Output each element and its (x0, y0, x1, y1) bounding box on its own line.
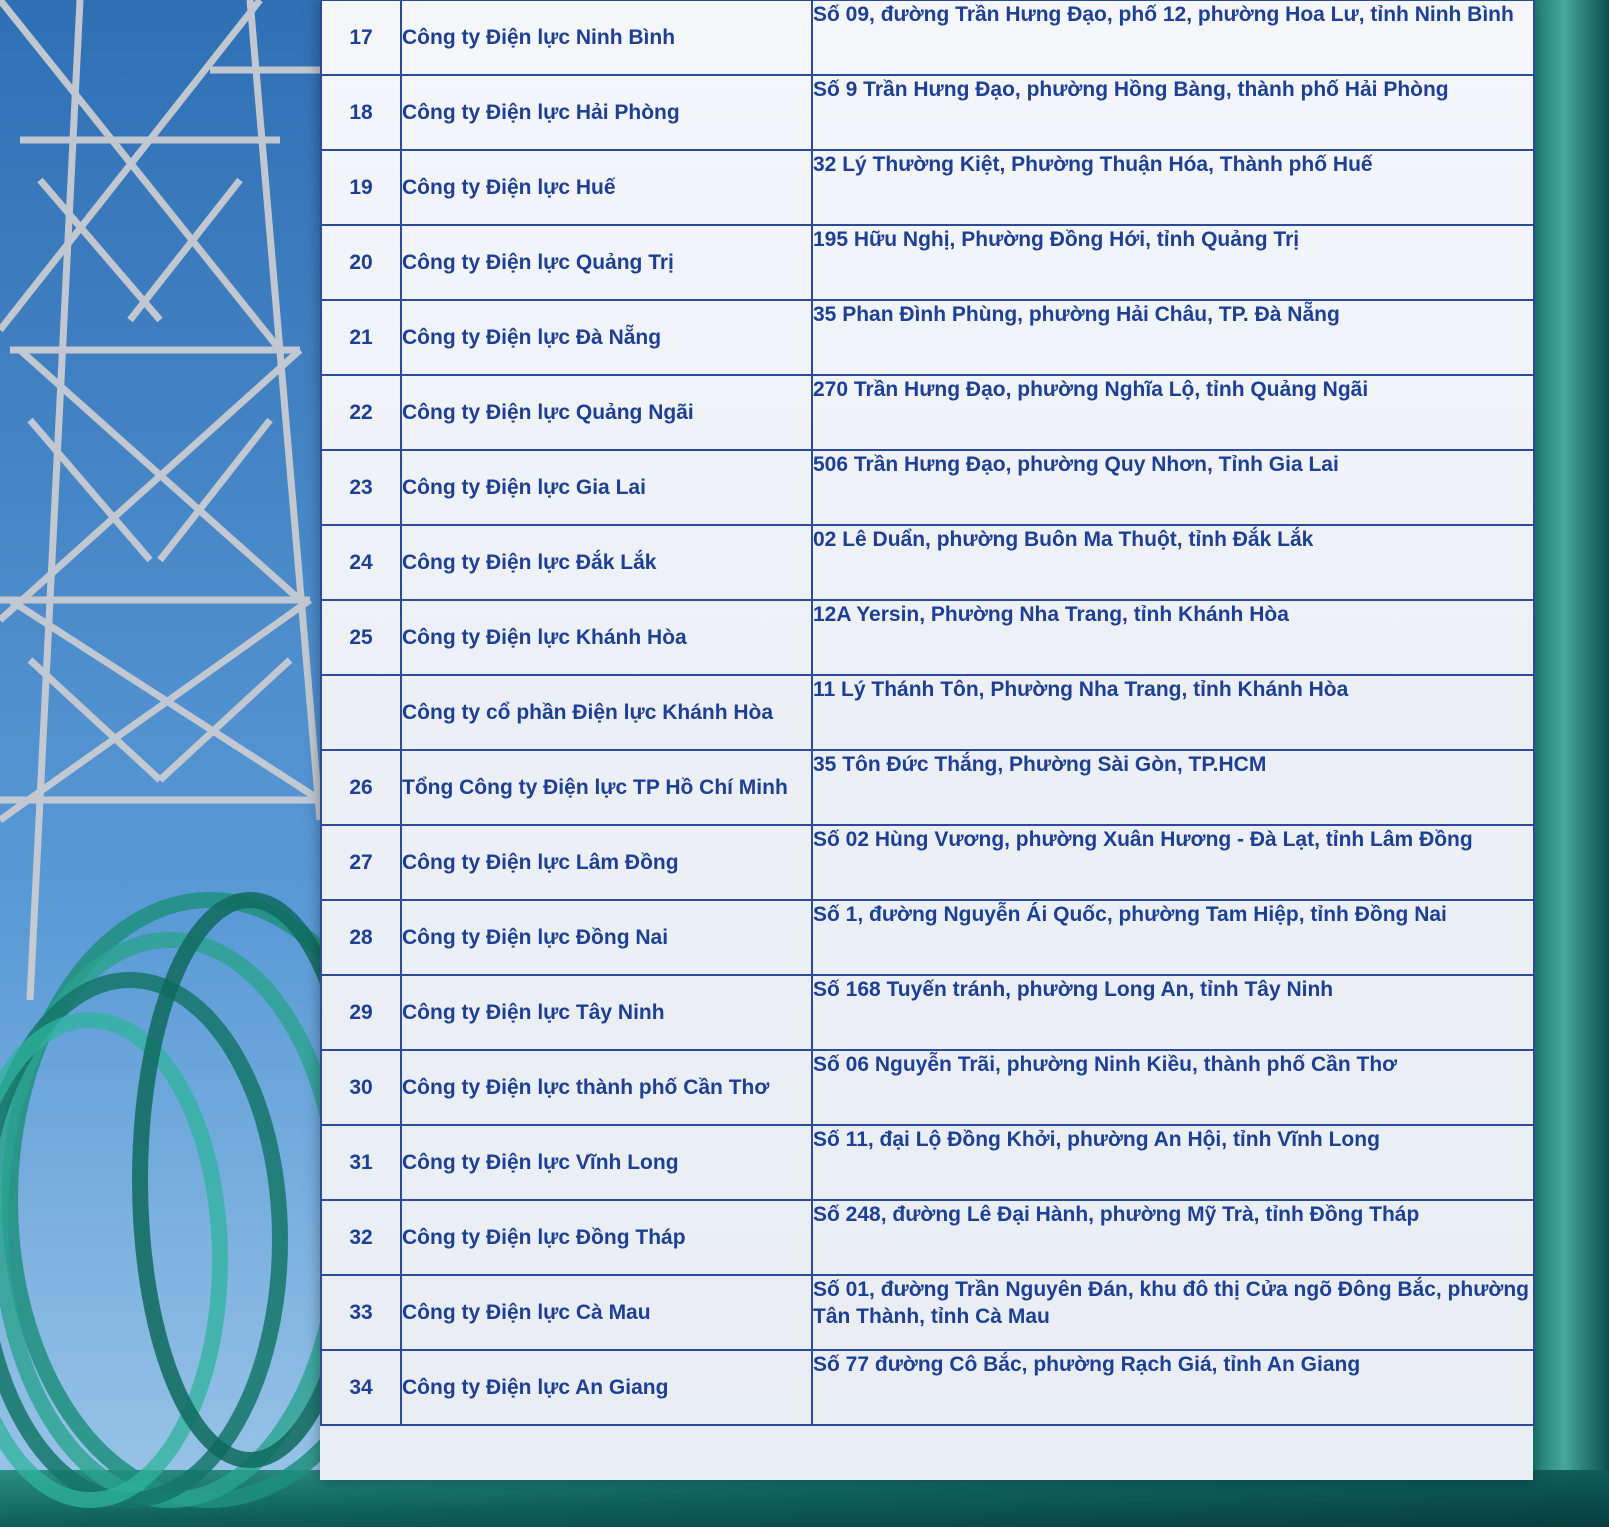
row-number (321, 675, 401, 750)
row-number: 20 (321, 225, 401, 300)
company-address: 12A Yersin, Phường Nha Trang, tỉnh Khánh Hòa (812, 600, 1534, 675)
company-address: Số 168 Tuyến tránh, phường Long An, tỉnh Tây Ninh (812, 975, 1534, 1050)
company-address: 35 Phan Đình Phùng, phường Hải Châu, TP. Đà Nẵng (812, 300, 1534, 375)
row-number: 17 (321, 0, 401, 75)
company-name: Công ty Điện lực Huế (401, 150, 812, 225)
company-name: Công ty Điện lực Cà Mau (401, 1275, 812, 1350)
table-row (321, 300, 1534, 375)
table-row (321, 825, 1534, 900)
table-row (321, 675, 1534, 750)
company-name: Công ty cổ phần Điện lực Khánh Hòa (401, 675, 812, 750)
row-number: 26 (321, 750, 401, 825)
company-name: Công ty Điện lực Quảng Ngãi (401, 375, 812, 450)
table-row (321, 1200, 1534, 1275)
table-row (321, 375, 1534, 450)
company-address: Số 248, đường Lê Đại Hành, phường Mỹ Trà, tỉnh Đồng Tháp (812, 1200, 1534, 1275)
company-address: 02 Lê Duẩn, phường Buôn Ma Thuột, tỉnh Đắk Lắk (812, 525, 1534, 600)
company-name: Công ty Điện lực thành phố Cần Thơ (401, 1050, 812, 1125)
company-name: Công ty Điện lực Gia Lai (401, 450, 812, 525)
company-address: Số 06 Nguyễn Trãi, phường Ninh Kiều, thành phố Cần Thơ (812, 1050, 1534, 1125)
row-number: 31 (321, 1125, 401, 1200)
company-address: 35 Tôn Đức Thắng, Phường Sài Gòn, TP.HCM (812, 750, 1534, 825)
power-company-table (320, 0, 1535, 1426)
company-address: Số 9 Trần Hưng Đạo, phường Hồng Bàng, thành phố Hải Phòng (812, 75, 1534, 150)
row-number: 24 (321, 525, 401, 600)
row-number: 21 (321, 300, 401, 375)
table-row (321, 600, 1534, 675)
company-address: Số 01, đường Trần Nguyên Đán, khu đô thị Cửa ngõ Đông Bắc, phường Tân Thành, tỉnh Cà Mau (812, 1275, 1534, 1350)
company-name: Công ty Điện lực Đồng Tháp (401, 1200, 812, 1275)
company-name: Công ty Điện lực Đà Nẵng (401, 300, 812, 375)
row-number: 34 (321, 1350, 401, 1425)
table-body (321, 0, 1534, 1425)
row-number: 23 (321, 450, 401, 525)
table-row (321, 525, 1534, 600)
table-row (321, 150, 1534, 225)
table-row (321, 0, 1534, 75)
company-address: 195 Hữu Nghị, Phường Đồng Hới, tỉnh Quảng Trị (812, 225, 1534, 300)
table-row (321, 1275, 1534, 1350)
row-number: 33 (321, 1275, 401, 1350)
company-name: Công ty Điện lực Tây Ninh (401, 975, 812, 1050)
table-row (321, 975, 1534, 1050)
row-number: 29 (321, 975, 401, 1050)
row-number: 18 (321, 75, 401, 150)
company-name: Công ty Điện lực Đắk Lắk (401, 525, 812, 600)
row-number: 28 (321, 900, 401, 975)
company-address: Số 1, đường Nguyễn Ái Quốc, phường Tam Hiệp, tỉnh Đồng Nai (812, 900, 1534, 975)
row-number: 32 (321, 1200, 401, 1275)
table-row (321, 750, 1534, 825)
table-row (321, 225, 1534, 300)
row-number: 25 (321, 600, 401, 675)
company-address: 506 Trần Hưng Đạo, phường Quy Nhơn, Tỉnh Gia Lai (812, 450, 1534, 525)
table-row (321, 1350, 1534, 1425)
company-name: Công ty Điện lực Vĩnh Long (401, 1125, 812, 1200)
company-name: Công ty Điện lực Ninh Bình (401, 0, 812, 75)
company-name: Công ty Điện lực An Giang (401, 1350, 812, 1425)
table-row (321, 1125, 1534, 1200)
table-row (321, 75, 1534, 150)
company-address: Số 77 đường Cô Bắc, phường Rạch Giá, tỉnh An Giang (812, 1350, 1534, 1425)
company-name: Công ty Điện lực Lâm Đồng (401, 825, 812, 900)
row-number: 22 (321, 375, 401, 450)
row-number: 19 (321, 150, 401, 225)
company-name: Công ty Điện lực Hải Phòng (401, 75, 812, 150)
company-name: Công ty Điện lực Khánh Hòa (401, 600, 812, 675)
table-row (321, 900, 1534, 975)
company-address: 32 Lý Thường Kiệt, Phường Thuận Hóa, Thành phố Huế (812, 150, 1534, 225)
company-address: Số 11, đại Lộ Đồng Khởi, phường An Hội, tỉnh Vĩnh Long (812, 1125, 1534, 1200)
company-name: Công ty Điện lực Quảng Trị (401, 225, 812, 300)
company-address: Số 09, đường Trần Hưng Đạo, phố 12, phường Hoa Lư, tỉnh Ninh Bình (812, 0, 1534, 75)
company-name: Tổng Công ty Điện lực TP Hồ Chí Minh (401, 750, 812, 825)
company-address: Số 02 Hùng Vương, phường Xuân Hương - Đà Lạt, tỉnh Lâm Đồng (812, 825, 1534, 900)
row-number: 30 (321, 1050, 401, 1125)
table-row (321, 450, 1534, 525)
company-name: Công ty Điện lực Đồng Nai (401, 900, 812, 975)
row-number: 27 (321, 825, 401, 900)
company-address: 270 Trần Hưng Đạo, phường Nghĩa Lộ, tỉnh Quảng Ngãi (812, 375, 1534, 450)
table-row (321, 1050, 1534, 1125)
company-address: 11 Lý Thánh Tôn, Phường Nha Trang, tỉnh Khánh Hòa (812, 675, 1534, 750)
